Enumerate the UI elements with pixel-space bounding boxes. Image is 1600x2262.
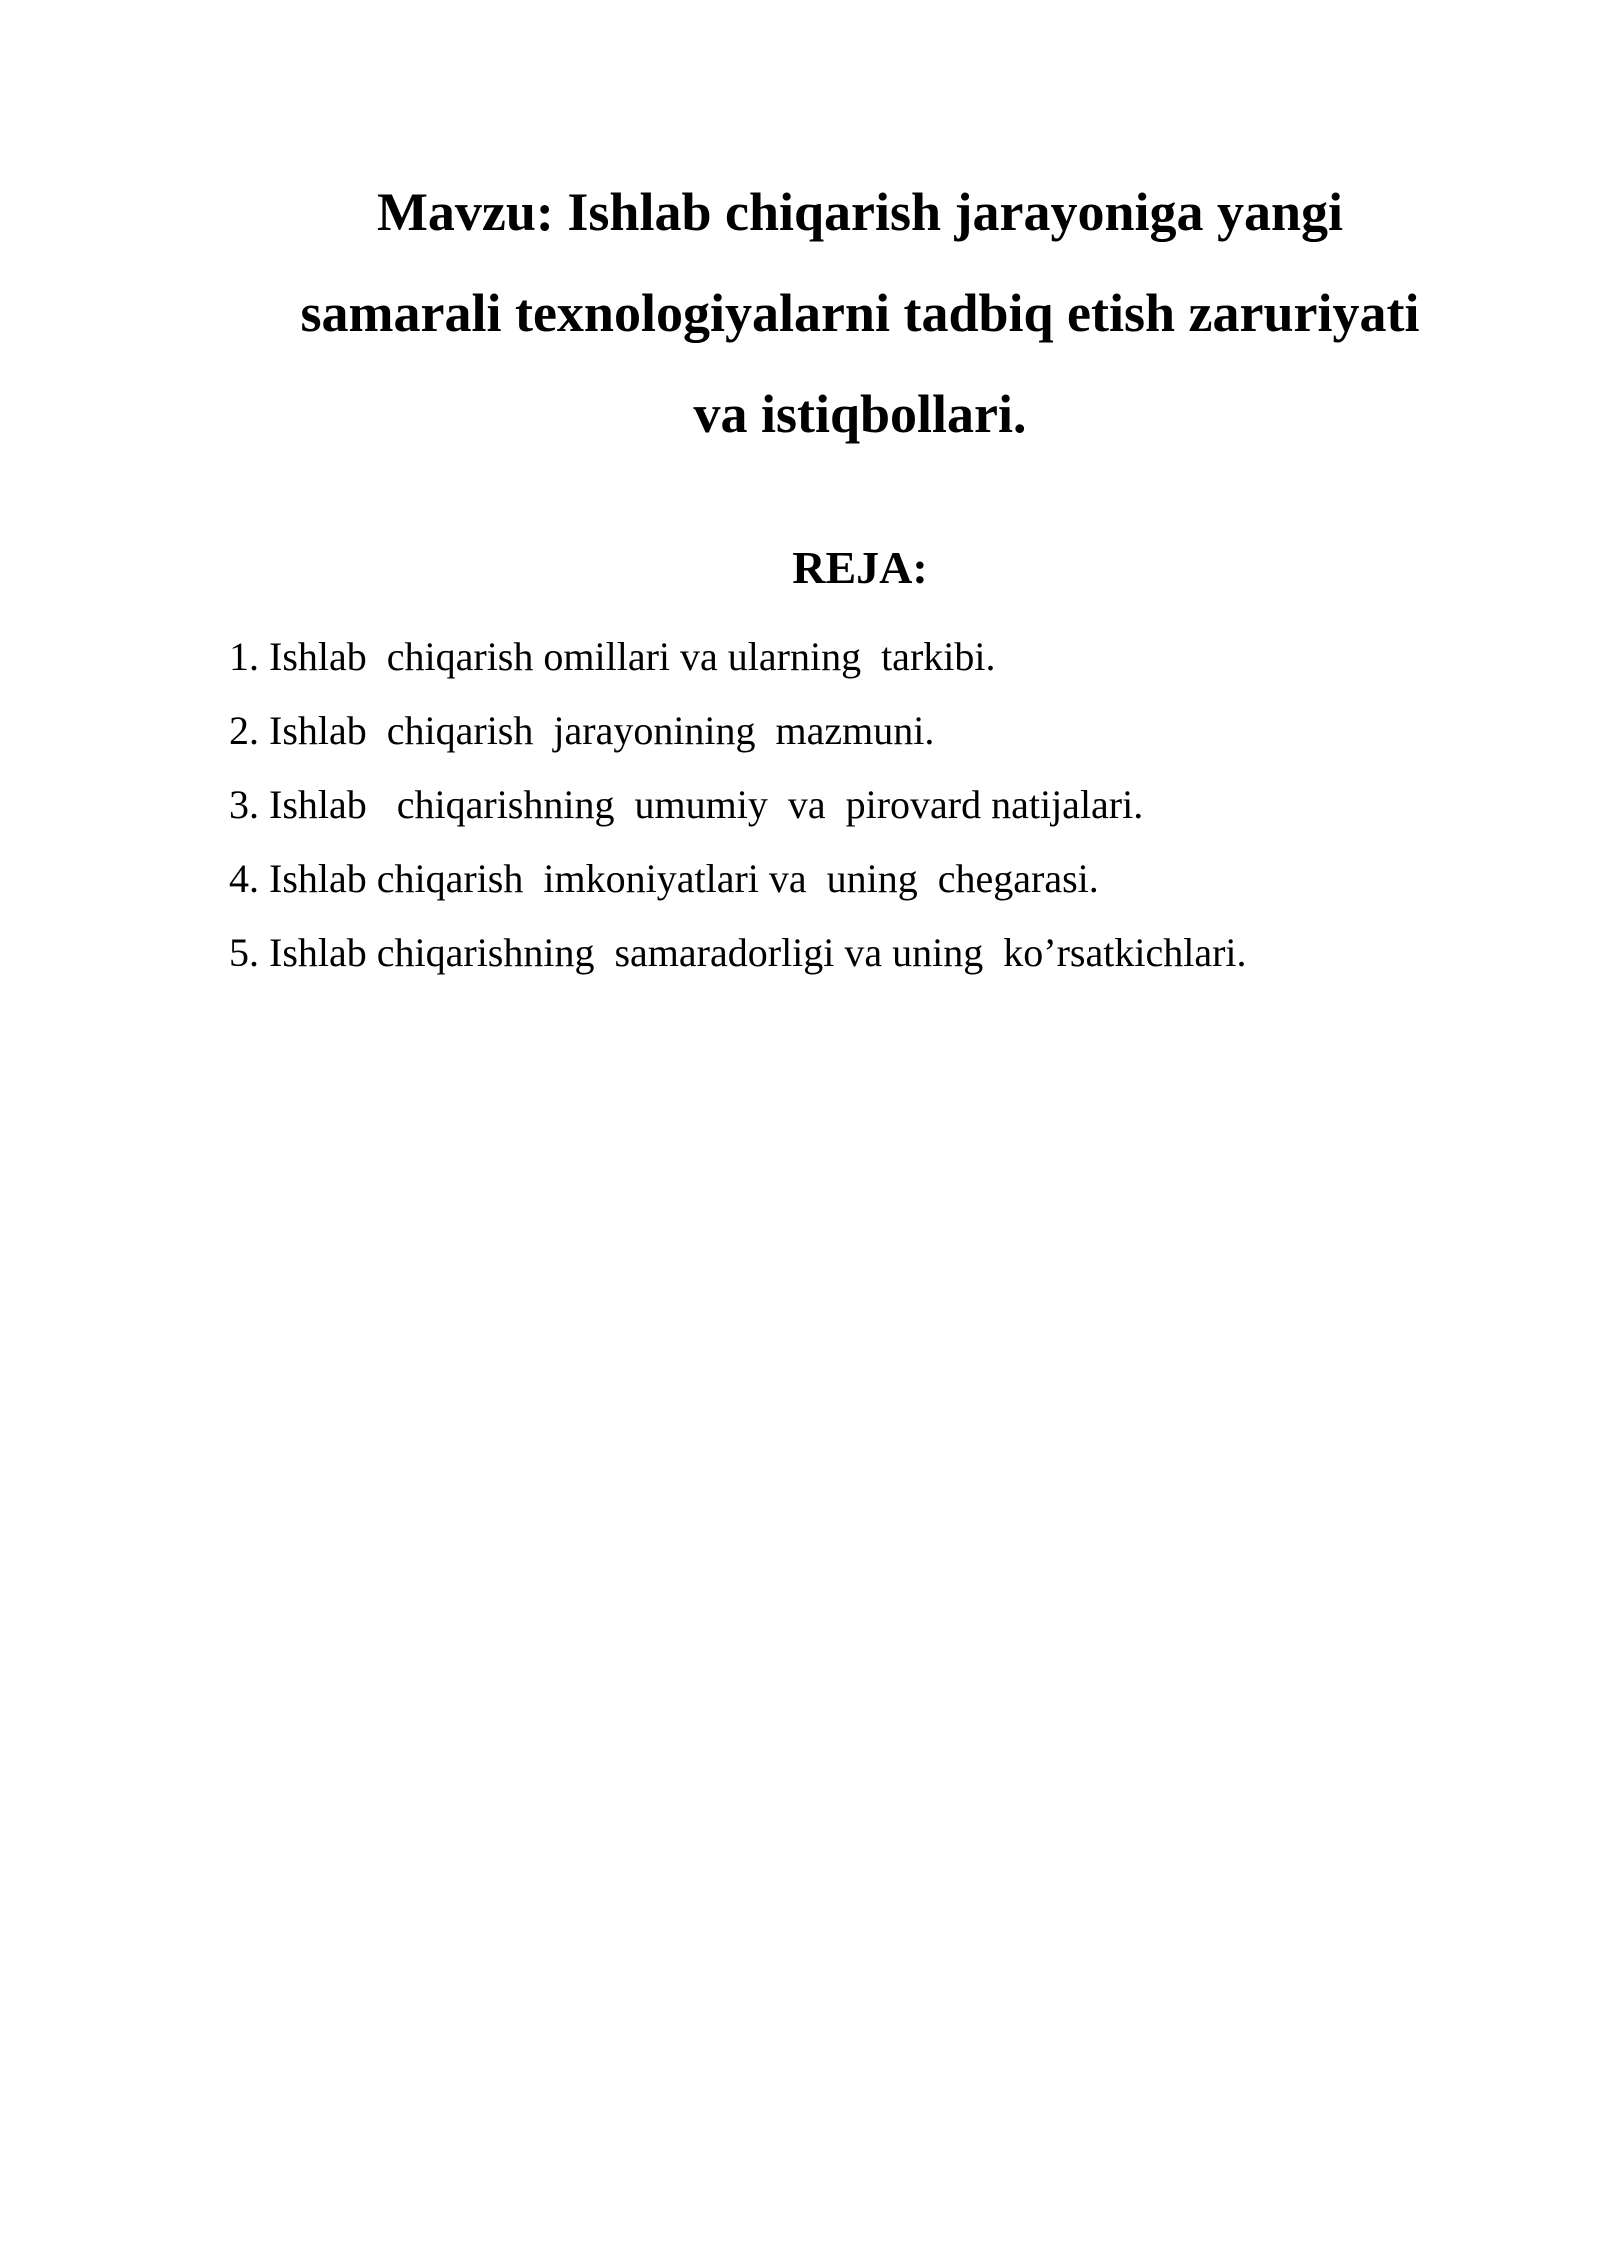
title-line: samarali texnologiyalarni tadbiq etish zaruriyati [300, 283, 1420, 343]
title-line: va istiqbollari. [693, 384, 1027, 444]
plan-list [229, 620, 1247, 990]
plan-item: 5. Ishlab chiqarishning samaradorligi va uning ko’rsatkichlari. [229, 930, 1247, 975]
document-title [200, 162, 1520, 465]
plan-item: 4. Ishlab chiqarish imkoniyatlari va uning chegarasi. [229, 856, 1099, 901]
title-line: Mavzu: Ishlab chiqarish jarayoniga yangi [376, 182, 1344, 242]
plan-item: 3. Ishlab chiqarishning umumiy va pirovard natijalari. [229, 782, 1144, 827]
plan-item: 1. Ishlab chiqarish omillari va ularning tarkibi. [229, 634, 996, 679]
plan-item: 2. Ishlab chiqarish jarayonining mazmuni. [229, 708, 935, 753]
plan-heading: REJA: [792, 542, 928, 593]
